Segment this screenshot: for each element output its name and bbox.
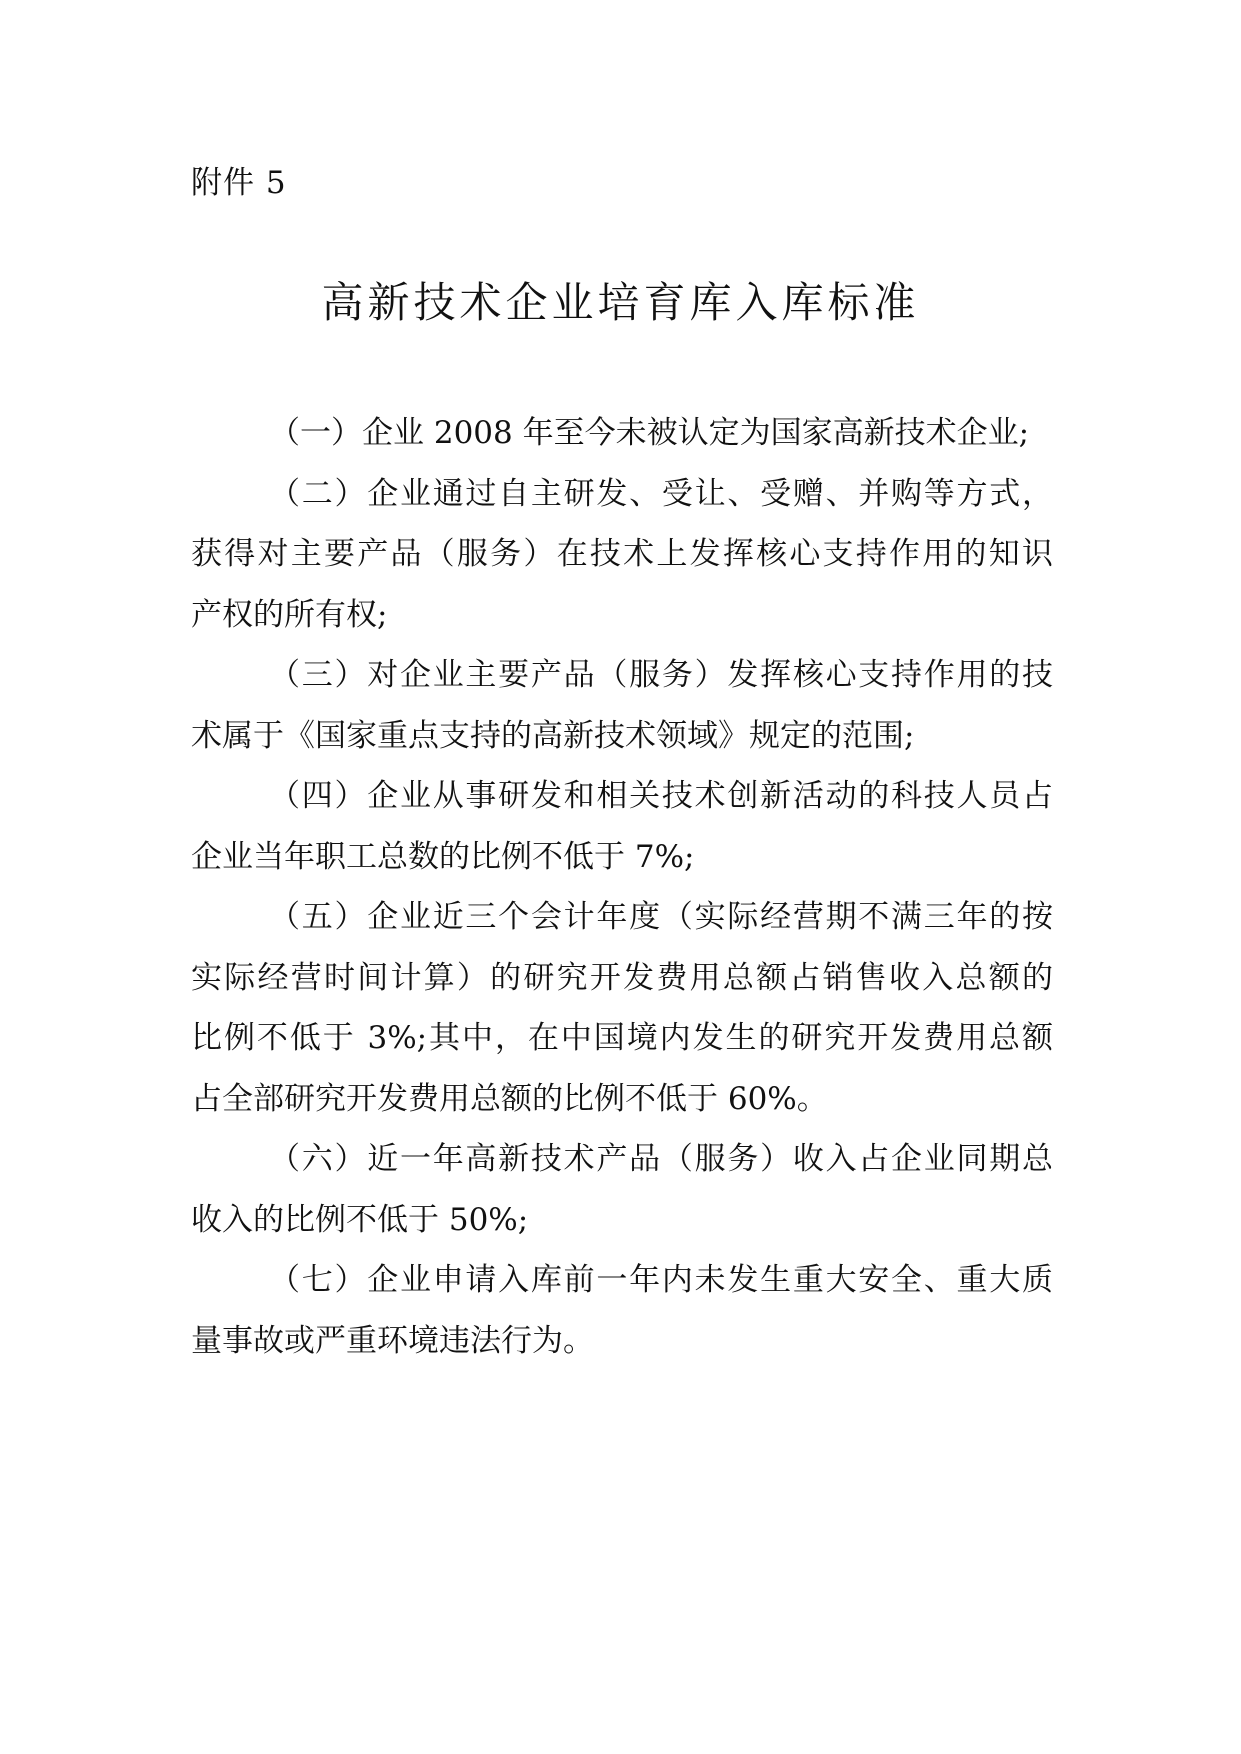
document-body xyxy=(191,403,1053,1371)
attachment-label: 附件 5 xyxy=(191,165,287,201)
document-title: 高新技术企业培育库入库标准 xyxy=(321,278,920,327)
paragraph-5-line-3: 比例不低于 3%;其中，在中国境内发生的研究开发费用总额 xyxy=(191,1020,1053,1056)
paragraph-2-line-1: （二）企业通过自主研发、受让、受赠、并购等方式， xyxy=(269,475,1053,512)
paragraph-5-line-2: 实际经营时间计算）的研究开发费用总额占销售收入总额的 xyxy=(191,959,1053,996)
paragraph-6-line-2: 收入的比例不低于 50%; xyxy=(191,1201,529,1238)
paragraph-4-line-2: 企业当年职工总数的比例不低于 7%; xyxy=(191,838,695,875)
paragraph-3-line-1: （三）对企业主要产品（服务）发挥核心支持作用的技 xyxy=(269,657,1053,693)
paragraph-7-line-2: 量事故或严重环境违法行为。 xyxy=(191,1322,594,1359)
paragraph-7-line-1: （七）企业申请入库前一年内未发生重大安全、重大质 xyxy=(269,1262,1053,1298)
paragraph-5-line-1: （五）企业近三个会计年度（实际经营期不满三年的按 xyxy=(269,899,1053,935)
paragraph-4-line-1: （四）企业从事研发和相关技术创新活动的科技人员占 xyxy=(269,778,1053,814)
paragraph-2-line-2: 获得对主要产品（服务）在技术上发挥核心支持作用的知识 xyxy=(191,536,1053,572)
paragraph-1-line-1: （一）企业 2008 年至今未被认定为国家高新技术企业; xyxy=(269,415,1030,451)
paragraph-6-line-1: （六）近一年高新技术产品（服务）收入占企业同期总 xyxy=(269,1141,1053,1177)
paragraph-5-line-4: 占全部研究开发费用总额的比例不低于 60%。 xyxy=(191,1080,828,1117)
paragraph-2-line-3: 产权的所有权; xyxy=(191,596,388,633)
paragraph-3-line-2: 术属于《国家重点支持的高新技术领域》规定的范围; xyxy=(191,717,915,754)
